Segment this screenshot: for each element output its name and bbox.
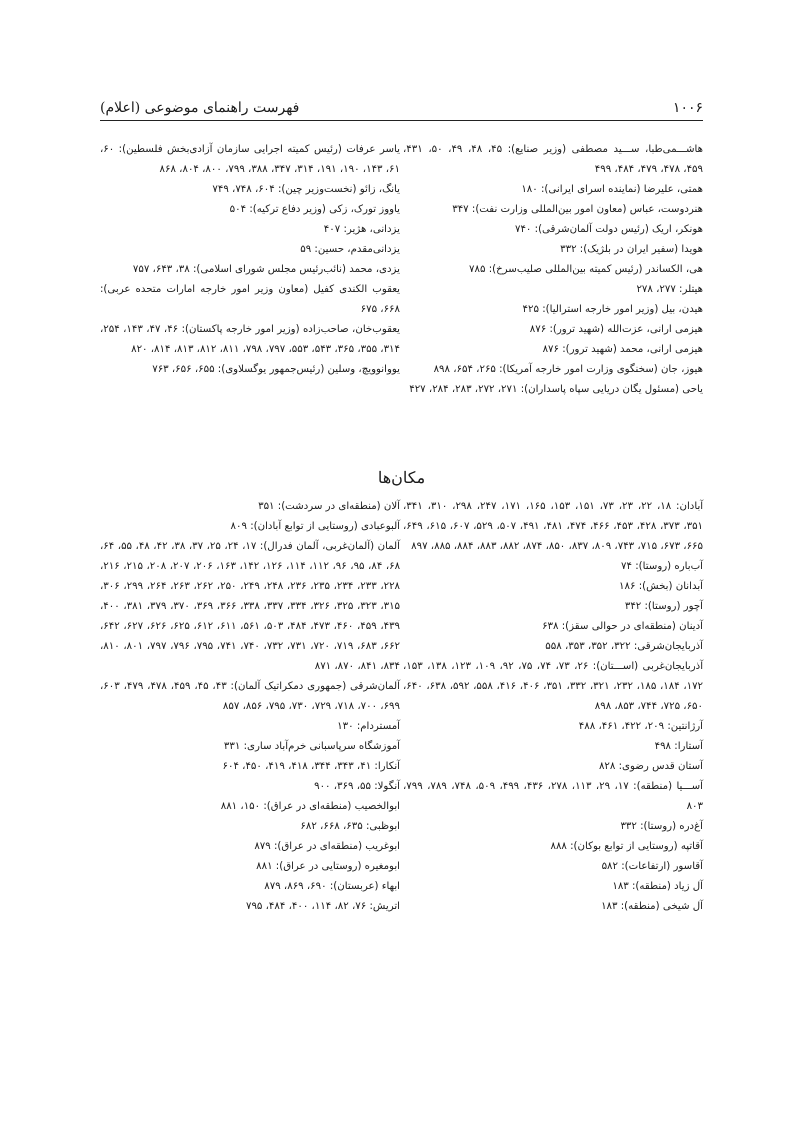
- index-entry: آغ‌دره (روستا): ۳۳۲: [620, 821, 703, 832]
- index-entry: یاووز تورک، زکی (وزیر دفاع ترکیه): ۵۰۴: [229, 204, 400, 215]
- index-entry: آبدانان (بخش): ۱۸۶: [619, 581, 703, 592]
- index-entry: هونکر، اریک (رئیس دولت آلمان‌شرقی): ۷۴۰: [514, 224, 703, 235]
- index-entry: ابهاء (عربستان): ۶۹۰، ۸۶۹، ۸۷۹: [264, 881, 400, 892]
- index-entry: آلان (منطقه‌ای در سردشت): ۳۵۱: [258, 501, 400, 512]
- index-entry: هیدن، بیل (وزیر امور خارجه استرالیا): ۴۲۵: [522, 304, 703, 315]
- index-entry: آل شیخی (منطقه): ۱۸۳: [601, 901, 703, 912]
- index-entry: آستارا: ۴۹۸: [654, 741, 703, 752]
- people-column-right: [403, 140, 703, 400]
- people-column-left: [100, 140, 400, 400]
- running-title: فهرست راهنمای موضوعی (اعلام): [100, 100, 300, 116]
- index-entry: یانگ، زائو (نخست‌وزیر چین): ۶۰۴، ۷۴۸، ۷۴۹: [212, 184, 400, 195]
- index-entry: ابوالخصیب (منطقه‌ای در عراق): ۱۵۰، ۸۸۱: [220, 801, 400, 812]
- index-entry: یزدانی‌مقدم، حسین: ۵۹: [300, 244, 400, 255]
- index-entry: ابومغیره (روستایی در عراق): ۸۸۱: [256, 861, 400, 872]
- index-entry: آدینان (منطقه‌ای در حوالی سقز): ۶۳۸: [542, 621, 703, 632]
- index-entry: آنگولا: ۵۵، ۳۶۹، ۹۰۰: [314, 781, 400, 792]
- index-entry: هاشـــمی‌طبا، ســـید مصطفی (وزیر صنایع): ۴۵، ۴۸، ۴۹، ۵۰، ۴۳۱، ۴۵۹، ۴۷۸، ۴۷۹، ۴۸۴، ۴۹۹: [403, 144, 703, 175]
- index-entry: آقاتپه (روستایی از توابع بوکان): ۸۸۸: [550, 841, 703, 852]
- page-header: [100, 90, 703, 121]
- index-entry: یاحی (مسئول یگان دریایی سپاه پاسداران): ۲۷۱، ۲۷۲، ۲۸۳، ۲۸۴، ۴۲۷: [409, 384, 703, 395]
- index-entry: هیزمی ارانی، عزت‌الله (شهید ترور): ۸۷۶: [529, 324, 703, 335]
- index-entry: یعقوب الکندی کفیل (معاون وزیر امور خارجه امارات متحده عربی): ۶۶۸، ۶۷۵: [100, 284, 400, 315]
- index-entry: آذربایجان‌غربی (اســـتان): ۲۶، ۷۳، ۷۴، ۷۵، ۹۲، ۱۰۹، ۱۲۳، ۱۳۸، ۱۵۳، ۱۷۲، ۱۸۴، ۱۸۵، ۲۳۲، ۳۲۱، ۳۳۲، ۳۵۱، ۴۰۶، ۴۱۶، ۵۵۸، ۵۹۲، ۶۳۸، ۶۴۰، ۶۵۰، ۷۲۵، ۷۴۴، ۸۵۳، ۸۹۸: [403, 661, 704, 712]
- index-entry: هیوز، جان (سخنگوی وزارت امور خارجه آمریکا): ۲۶۵، ۶۵۴، ۸۹۸: [433, 364, 703, 375]
- index-entry: آموزشگاه سرپاسبانی خرم‌آباد ساری: ۳۳۱: [223, 741, 400, 752]
- index-entry: آذربایجان‌شرقی: ۳۲۲، ۳۵۲، ۳۵۳، ۵۵۸: [545, 641, 703, 652]
- index-entry: هیتلر: ۲۷۷، ۲۷۸: [636, 284, 703, 295]
- index-entry: هویدا (سفیر ایران در بلژیک): ۳۳۲: [560, 244, 703, 255]
- index-entry: آنکارا: ۴۱، ۳۴۳، ۳۴۴، ۴۱۸، ۴۱۹، ۴۵۰، ۶۰۴: [222, 761, 400, 772]
- index-entry: آچور (روستا): ۳۴۲: [624, 601, 703, 612]
- index-entry: هی، الکساندر (رئیس کمیته بین‌المللی صلیب‌سرخ): ۷۸۵: [469, 264, 703, 275]
- index-entry: ابوغریب (منطقه‌ای در عراق): ۸۷۹: [254, 841, 400, 852]
- index-entry: آقاسور (ارتفاعات): ۵۸۲: [601, 861, 703, 872]
- index-entry: هیزمی ارانی، محمد (شهید ترور): ۸۷۶: [542, 344, 703, 355]
- index-entry: آب‌باره (روستا): ۷۴: [621, 561, 703, 572]
- places-column-left: [100, 497, 400, 917]
- index-entry: آلمان‌شرقی (جمهوری دمکراتیک آلمان): ۴۳، ۴۵، ۴۵۹، ۴۷۸، ۴۷۹، ۶۰۳، ۶۹۹، ۷۰۰، ۷۱۸، ۷۲۹، ۷۳۰، ۷۹۵، ۸۵۶، ۸۵۷: [100, 681, 400, 712]
- places-column-right: [403, 497, 703, 917]
- index-entry: ابوظبی: ۶۳۵، ۶۶۸، ۶۸۲: [300, 821, 400, 832]
- index-entry: اتریش: ۷۶، ۸۲، ۱۱۴، ۴۰۰، ۴۸۴، ۷۹۵: [245, 901, 400, 912]
- index-entry: آمستردام: ۱۳۰: [337, 721, 400, 732]
- index-entry: یزدانی، هژیر: ۴۰۷: [323, 224, 400, 235]
- people-index: [100, 140, 703, 400]
- index-entry: آلبوعبادی (روستایی از توابع آبادان): ۸۰۹: [230, 521, 400, 532]
- page-number: ۱۰۰۶: [672, 100, 703, 116]
- index-entry: آستان قدس رضوی: ۸۲۸: [598, 761, 703, 772]
- index-entry: آبادان: ۱۸، ۲۲، ۲۳، ۷۳، ۱۵۱، ۱۵۳، ۱۶۵، ۱۷۱، ۲۴۷، ۲۹۸، ۳۱۰، ۳۴۱، ۳۵۱، ۳۷۳، ۴۲۸، ۴۵۳، ۴۶۶، ۴۷۴، ۴۸۱، ۴۹۱، ۵۰۷، ۵۲۹، ۶۰۷، ۶۱۵، ۶۴۹، ۶۶۵، ۶۷۳، ۷۱۵، ۷۴۳، ۸۰۹، ۸۳۷، ۸۵۰، ۸۷۴، ۸۸۲، ۸۸۳، ۸۸۴، ۸۸۵، ۸۹۷: [403, 501, 704, 552]
- index-entry: یزدی، محمد (نائب‌رئیس مجلس شورای اسلامی): ۳۸، ۶۴۳، ۷۵۷: [132, 264, 400, 275]
- index-entry: یووانوویچ، وسلین (رئیس‌جمهور یوگسلاوی): ۶۵۵، ۶۵۶، ۷۶۳: [152, 364, 400, 375]
- index-entry: آل زیاد (منطقه): ۱۸۳: [612, 881, 703, 892]
- index-entry: هنردوست، عباس (معاون امور بین‌المللی وزارت نفت): ۳۴۷: [452, 204, 703, 215]
- places-index: [100, 497, 703, 917]
- index-entry: یعقوب‌خان، صاحب‌زاده (وزیر امور خارجه پاکستان): ۴۶، ۴۷، ۱۴۳، ۲۵۴، ۳۱۴، ۳۵۵، ۳۶۵، ۵۴۳، ۵۵۳، ۷۹۷، ۷۹۸، ۸۱۱، ۸۱۲، ۸۱۳، ۸۱۴، ۸۲۰: [100, 324, 400, 355]
- index-entry: آرژانتین: ۲۰۹، ۴۲۲، ۴۶۱، ۴۸۸: [578, 721, 703, 732]
- index-entry: همتی، علیرضا (نماینده اسرای ایرانی): ۱۸۰: [521, 184, 703, 195]
- index-entry: یاسر عرفات (رئیس کمیته اجرایی سازمان آزادی‌بخش فلسطین): ۶۰، ۶۱، ۱۴۳، ۱۹۰، ۱۹۱، ۳۱۴، ۳۴۷، ۳۸۸، ۷۹۹، ۸۰۰، ۸۰۴، ۸۶۸: [100, 144, 400, 175]
- index-entry: آســـیا (منطقه): ۱۷، ۲۹، ۱۱۳، ۲۷۸، ۴۳۶، ۴۹۹، ۵۰۹، ۷۴۸، ۷۸۹، ۷۹۹، ۸۰۳: [403, 781, 703, 812]
- index-entry: آلمان (آلمان‌غربی، آلمان فدرال): ۱۷، ۲۴، ۲۵، ۳۷، ۳۸، ۴۲، ۴۸، ۵۵، ۶۴، ۶۸، ۸۴، ۹۵، ۹۶، ۱۱۲، ۱۱۴، ۱۲۶، ۱۴۲، ۱۶۳، ۲۰۶، ۲۰۷، ۲۰۸، ۲۱۵، ۲۱۶، ۲۲۸، ۲۳۳، ۲۳۴، ۲۳۵، ۲۳۶، ۲۴۸، ۲۴۹، ۲۵۰، ۲۶۲، ۲۶۳، ۲۶۴، ۲۹۹، ۳۰۶، ۳۱۵، ۳۲۳، ۳۲۵، ۳۲۶، ۳۳۴، ۳۳۷، ۳۳۸، ۳۶۶، ۳۶۹، ۳۷۰، ۳۷۹، ۳۸۱، ۴۰۰، ۴۳۹، ۴۵۹، ۴۶۰، ۴۷۳، ۴۸۴، ۵۰۳، ۵۶۱، ۶۱۱، ۶۱۲، ۶۲۵، ۶۲۶، ۶۲۷، ۶۴۲، ۶۶۲، ۶۸۳، ۷۱۹، ۷۲۰، ۷۳۱، ۷۳۲، ۷۴۰، ۷۴۱، ۷۹۵، ۷۹۶، ۷۹۷، ۸۰۱، ۸۱۰، ۸۳۴، ۸۴۱، ۸۷۰، ۸۷۱: [100, 541, 401, 672]
- section-title-places: مکان‌ها: [377, 468, 426, 487]
